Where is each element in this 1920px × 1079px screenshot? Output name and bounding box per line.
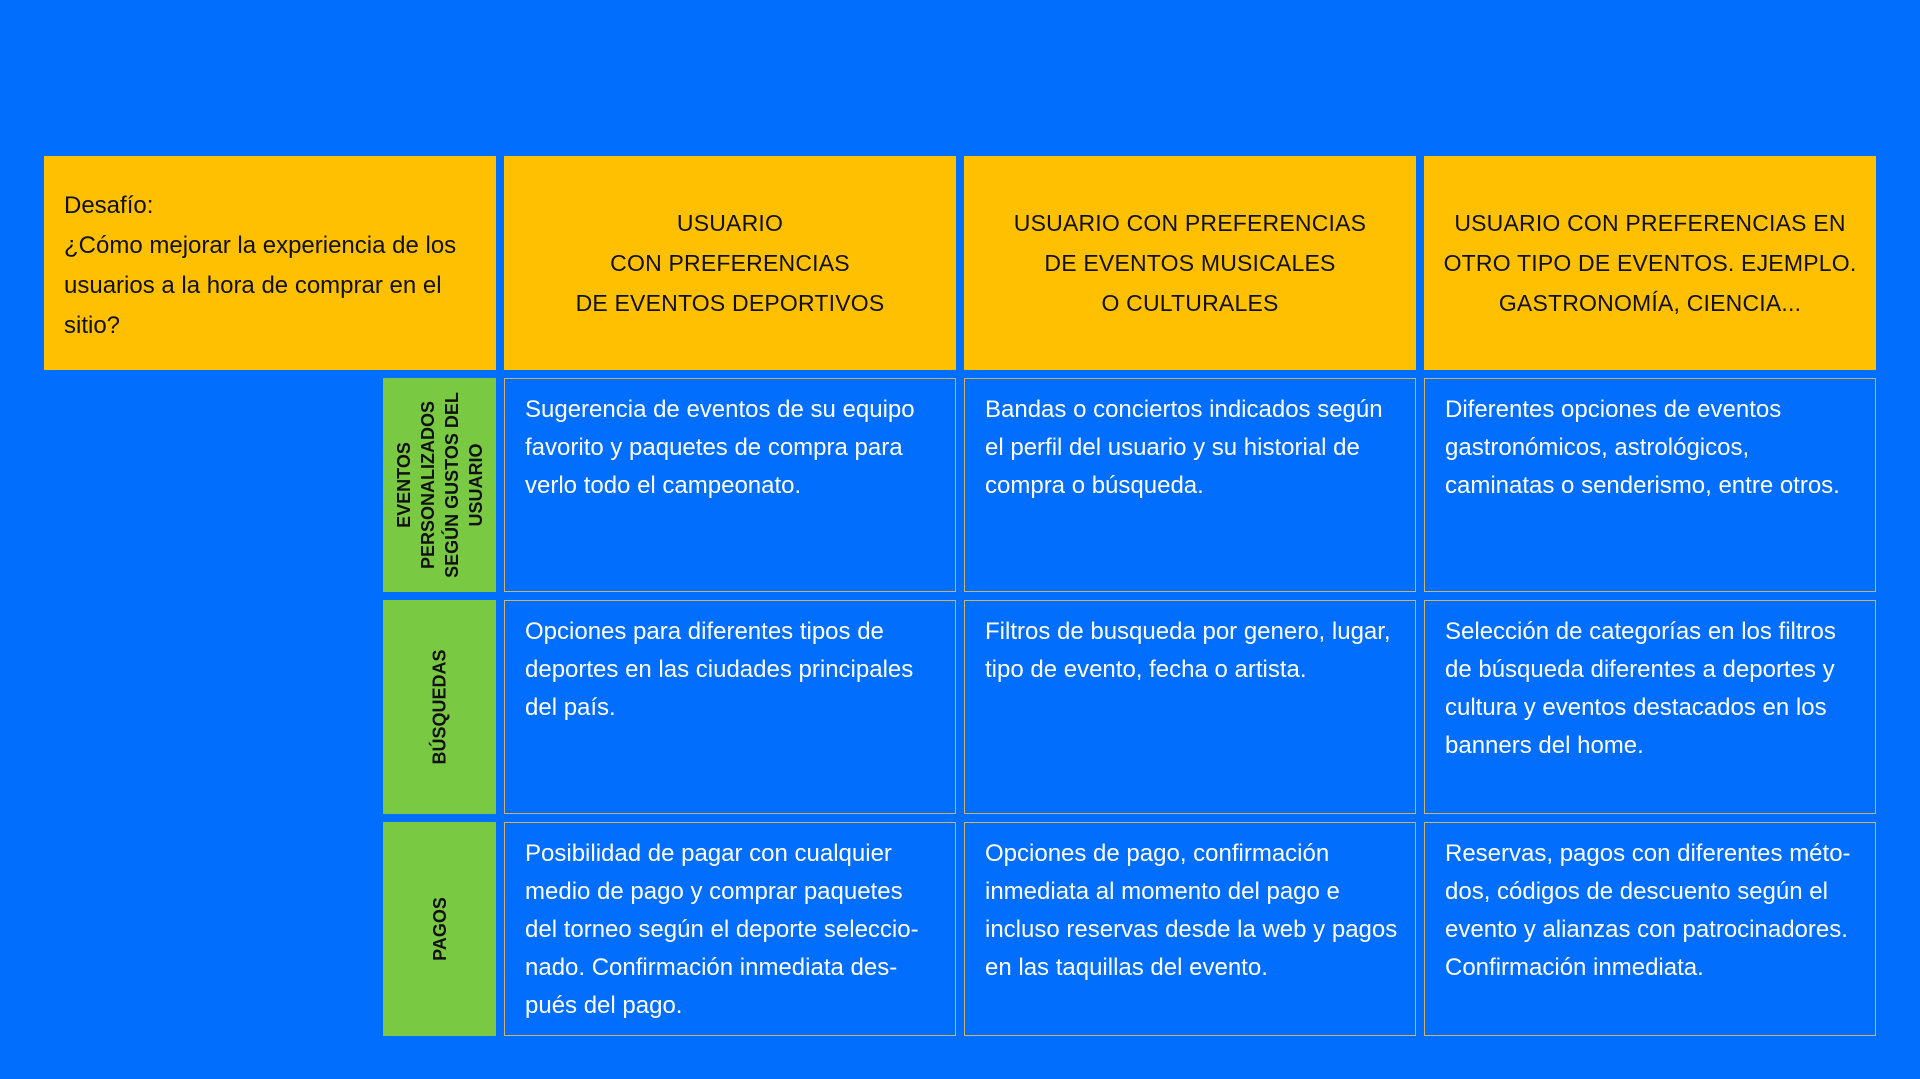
- column-header-line: USUARIO: [676, 210, 784, 236]
- cell-line: en las taquillas del evento.: [985, 954, 1268, 981]
- row-label-payments: [383, 822, 496, 1036]
- cell-line: Reservas, pagos con diferentes méto-: [1445, 840, 1851, 867]
- cell-line: Bandas o conciertos indicados según: [985, 396, 1383, 423]
- cell-line: medio de pago y comprar paquetes: [525, 878, 903, 905]
- cell-line: Filtros de busqueda por genero, lugar,: [985, 618, 1391, 645]
- cell-payments-other: [1424, 822, 1876, 1036]
- cell-line: el perfil del usuario y su historial de: [985, 434, 1360, 461]
- cell-line: cultura y eventos destacados en los: [1445, 694, 1827, 721]
- cell-line: pués del pago.: [525, 992, 683, 1019]
- row-label-line: PERSONALIZADOS: [417, 400, 438, 570]
- cell-line: banners del home.: [1445, 732, 1644, 759]
- challenge-line: usuarios a la hora de comprar en el: [64, 272, 442, 299]
- row-label-searches: [383, 600, 496, 814]
- column-header-line: DE EVENTOS MUSICALES: [1044, 250, 1336, 276]
- row-label-line: BÚSQUEDAS: [429, 649, 450, 765]
- cell-personalized-other: [1424, 378, 1876, 592]
- column-header-sports: [504, 156, 956, 370]
- cell-line: verlo todo el campeonato.: [525, 472, 802, 499]
- cell-line: Diferentes opciones de eventos: [1445, 396, 1782, 423]
- cell-line: dos, códigos de descuento según el: [1445, 878, 1828, 905]
- cell-searches-music: [964, 600, 1416, 814]
- column-header-line: USUARIO CON PREFERENCIAS EN: [1454, 210, 1846, 236]
- column-header-line: OTRO TIPO DE EVENTOS. EJEMPLO.: [1443, 250, 1857, 276]
- cell-line: deportes en las ciudades principales: [525, 656, 914, 683]
- cell-payments-music: [964, 822, 1416, 1036]
- challenge-line: ¿Cómo mejorar la experiencia de los: [64, 232, 457, 259]
- challenge-line: Desafío:: [64, 192, 154, 219]
- challenge-box: [44, 156, 496, 370]
- cell-line: de búsqueda diferentes a deportes y: [1445, 656, 1835, 683]
- column-header-line: DE EVENTOS DEPORTIVOS: [575, 290, 885, 316]
- column-header-music-culture: [964, 156, 1416, 370]
- column-header-line: CON PREFERENCIAS: [610, 250, 850, 276]
- cell-line: Posibilidad de pagar con cualquier: [525, 840, 892, 867]
- column-header-line: USUARIO CON PREFERENCIAS: [1013, 210, 1367, 236]
- column-header-line: GASTRONOMÍA, CIENCIA...: [1498, 290, 1802, 316]
- cell-payments-sports: [504, 822, 956, 1036]
- row-label-personalized-events: [383, 378, 496, 592]
- cell-line: nado. Confirmación inmediata des-: [525, 954, 898, 981]
- cell-line: del país.: [525, 694, 616, 721]
- cell-line: inmediata al momento del pago e: [985, 878, 1340, 905]
- cell-line: compra o búsqueda.: [985, 472, 1204, 499]
- cell-searches-sports: [504, 600, 956, 814]
- cell-line: favorito y paquetes de compra para: [525, 434, 903, 461]
- cell-searches-other: [1424, 600, 1876, 814]
- column-header-other-events: [1424, 156, 1876, 370]
- cell-line: Confirmación inmediata.: [1445, 954, 1704, 981]
- row-label-line: EVENTOS: [393, 442, 414, 528]
- cell-line: Opciones para diferentes tipos de: [525, 618, 884, 645]
- cell-line: del torneo según el deporte seleccio-: [525, 916, 919, 943]
- cell-line: gastronómicos, astrológicos,: [1445, 434, 1750, 461]
- cell-line: Selección de categorías en los filtros: [1445, 618, 1836, 645]
- cell-personalized-sports: [504, 378, 956, 592]
- cell-line: caminatas o senderismo, entre otros.: [1445, 472, 1840, 499]
- cell-personalized-music: [964, 378, 1416, 592]
- column-header-line: O CULTURALES: [1101, 290, 1279, 316]
- cell-line: Sugerencia de eventos de su equipo: [525, 396, 915, 423]
- row-label-line: USUARIO: [465, 443, 486, 527]
- cell-line: Opciones de pago, confirmación: [985, 840, 1330, 867]
- cell-line: evento y alianzas con patrocinadores.: [1445, 916, 1848, 943]
- row-label-line: PAGOS: [429, 897, 450, 961]
- row-label-line: SEGÚN GUSTOS DEL: [441, 392, 462, 578]
- cell-line: tipo de evento, fecha o artista.: [985, 656, 1307, 683]
- cell-line: incluso reservas desde la web y pagos: [985, 916, 1398, 943]
- challenge-line: sitio?: [64, 312, 121, 339]
